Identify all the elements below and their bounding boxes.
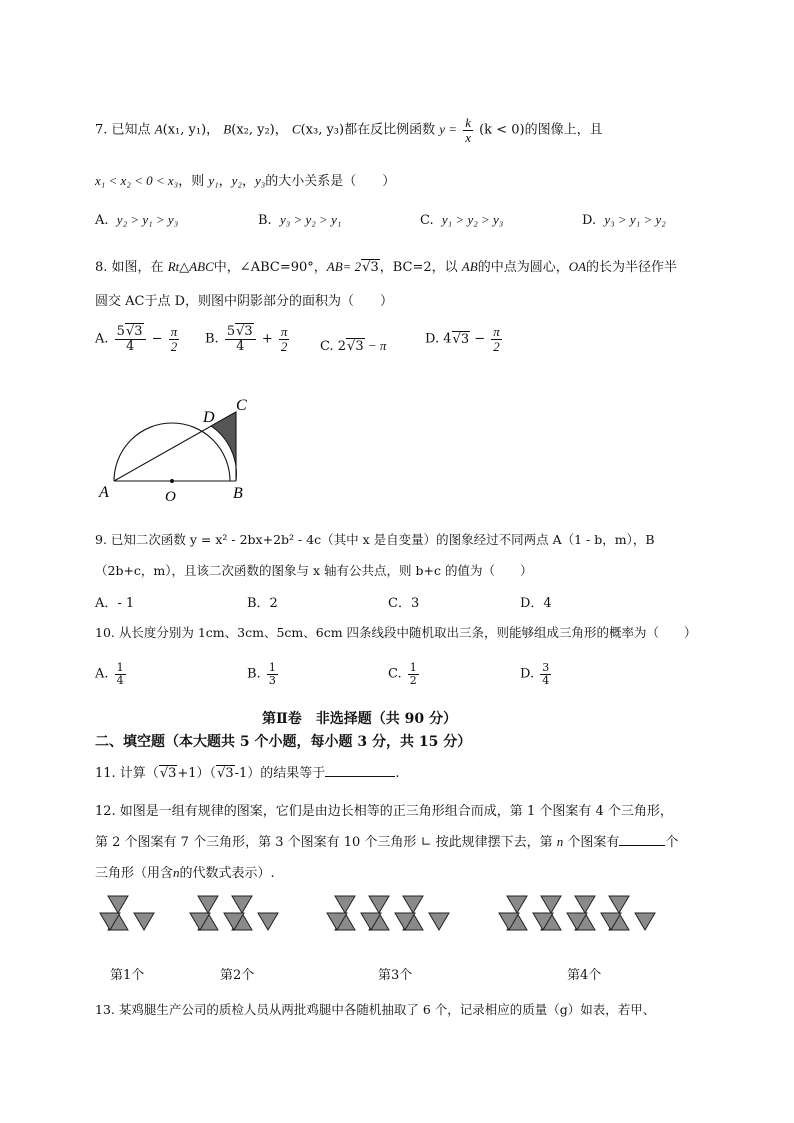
semicircle-arc bbox=[114, 423, 230, 481]
q7-option-c: C. y₁ > y₂ > y₃ bbox=[420, 212, 504, 228]
label-a: A bbox=[99, 484, 109, 501]
q9-option-d: D．4 bbox=[520, 596, 552, 611]
label-o: O bbox=[165, 489, 176, 505]
pattern-caption-2: 第2个 bbox=[220, 968, 255, 983]
q12-line3: 三角形（用含n的代数式表示）. bbox=[95, 865, 275, 881]
q10-option-c: C. $\frac{1}{2}$ bbox=[388, 661, 417, 687]
q10-option-b: B. $\frac{1}{3}$ bbox=[247, 661, 276, 687]
pattern-caption-1: 第1个 bbox=[110, 968, 145, 983]
q8-figure bbox=[95, 393, 265, 508]
pattern-3-top-triangle bbox=[403, 896, 423, 913]
q7-line2: x₁ < x₂ < 0 < x₃，则 y₁，y₂，y₃的大小关系是（ ） bbox=[95, 173, 396, 189]
part-two-heading: 二、填空题（本大题共 5 个小题，每小题 3 分，共 15 分） bbox=[95, 734, 472, 750]
pattern-caption-4: 第4个 bbox=[567, 968, 602, 983]
pattern-4-top-triangle bbox=[609, 896, 629, 913]
small-corner-mark: ∟ bbox=[420, 835, 432, 850]
label-b: B bbox=[233, 485, 243, 502]
pattern-3-top-triangle bbox=[335, 896, 355, 913]
q10-option-d: D. $\frac{3}{4}$ bbox=[520, 661, 550, 687]
q7-option-d: D. y₃ > y₁ > y₂ bbox=[582, 212, 666, 228]
label-d: D bbox=[203, 409, 215, 426]
pattern-3-top-triangle bbox=[369, 896, 389, 913]
pattern-2-top-triangle bbox=[232, 896, 252, 913]
q8-option-b: B. $\frac{5√3}{4}$ + $\frac{\pi}{2}$ bbox=[205, 324, 288, 354]
pattern-4-top-triangle bbox=[575, 896, 595, 913]
q9-line2: （2b+c，m），且该二次函数的图象与 x 轴有公共点，则 b+c 的值为（ ） bbox=[95, 563, 533, 578]
q8-option-c: C. 2√3 − π bbox=[320, 338, 387, 354]
q9-line1: 9. 已知二次函数 y = x² - 2bx+2b² - 4c（其中 x 是自变量）的图象经过不同两点 A（1 - b，m），B bbox=[95, 532, 655, 547]
label-c: C bbox=[236, 397, 247, 414]
q8-ab-radical: √3 bbox=[362, 260, 379, 275]
pattern-2-side-triangle bbox=[258, 913, 278, 930]
q7-frac-k-over-x: $\frac{k}{x}$ bbox=[465, 115, 471, 145]
pattern-4-top-triangle bbox=[541, 896, 561, 913]
section-title: 第Ⅱ卷 非选择题（共 90 分） bbox=[262, 711, 458, 727]
pattern-4-side-triangle bbox=[635, 913, 655, 930]
pattern-4-top-triangle bbox=[507, 896, 527, 913]
q12-patterns bbox=[90, 888, 690, 958]
q9-option-a: A．- 1 bbox=[95, 596, 135, 611]
q9-option-c: C．3 bbox=[388, 596, 420, 611]
q10-option-a: A. $\frac{1}{4}$ bbox=[95, 661, 124, 687]
q8-option-d: D. 4√3 − $\frac{\pi}{2}$ bbox=[425, 324, 500, 354]
q7-option-a: A. y₂ > y₁ > y₃ bbox=[95, 212, 179, 228]
pattern-3-side-triangle bbox=[429, 913, 449, 930]
pattern-2-top-triangle bbox=[198, 896, 218, 913]
pattern-caption-3: 第3个 bbox=[378, 968, 413, 983]
q13-line1: 13. 某鸡腿生产公司的质检人员从两批鸡腿中各随机抽取了 6 个，记录相应的质量（g）如表，若甲、 bbox=[95, 1002, 656, 1017]
q12-line2: 第 2 个图案有 7 个三角形，第 3 个图案有 10 个三角形 ∟ 按此规律摆下去，第 n 个图案有 个 bbox=[95, 834, 679, 850]
q12-line1: 12. 如图是一组有规律的图案，它们是由边长相等的正三角形组合而成，第 1 个图案有 4 个三角形， bbox=[95, 804, 673, 819]
q8-option-a: A. $\frac{5√3}{4}$ − $\frac{\pi}{2}$ bbox=[95, 324, 178, 354]
q8-line1: 8. 如图，在 Rt△ABC中，∠ABC=90°，AB= 2√3，BC=2，以 AB的中点为圆心，OA的长为半径作半 bbox=[95, 259, 678, 275]
q12-answer-blank[interactable] bbox=[619, 845, 665, 846]
q10-line1: 10. 从长度分别为 1cm、3cm、5cm、6cm 四条线段中随机取出三条，则能够组成三角形的概率为（ ） bbox=[95, 625, 697, 640]
center-point bbox=[170, 479, 174, 483]
q7-option-b: B. y₃ > y₂ > y₁ bbox=[258, 212, 342, 228]
pattern-1-top-triangle bbox=[108, 896, 128, 913]
q7-line1: 7. 已知点 A(x₁, y₁)， B(x₂, y₂)， C(x₃, y₃)都在反比例函数 y = $\frac{k}{x}$ (k < 0)的图像上，且 bbox=[95, 115, 603, 145]
q8-line2: 圆交 AC于点 D，则图中阴影部分的面积为（ ） bbox=[95, 294, 394, 309]
pattern-1-side-triangle bbox=[134, 913, 154, 930]
shaded-region bbox=[211, 412, 236, 481]
q11-answer-blank[interactable] bbox=[325, 776, 395, 777]
q11-line: 11. 计算（√3+1）（√3-1）的结果等于 . bbox=[95, 766, 400, 781]
q9-option-b: B．2 bbox=[247, 596, 278, 611]
